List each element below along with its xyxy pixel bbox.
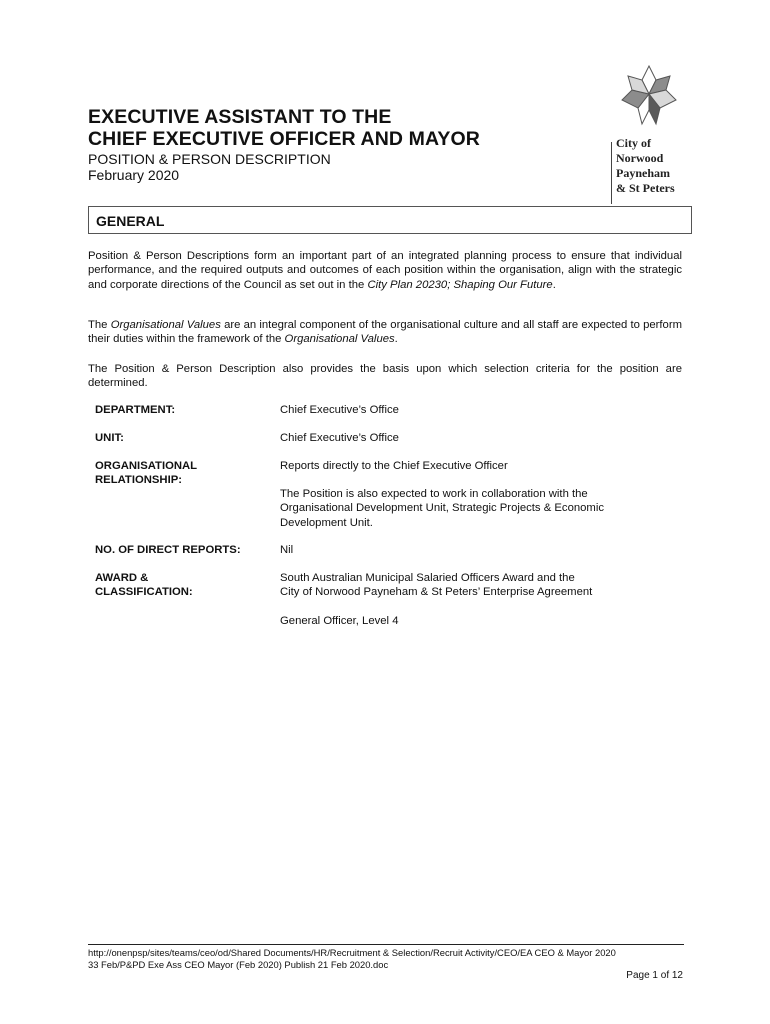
footer-path-line: http://onenpsp/sites/teams/ceo/od/Shared Documents/HR/Recruitment & Selection/Recruit Activity/CEO/EA CEO & Mayor 2020 <box>88 947 616 958</box>
section-heading-box <box>88 206 692 234</box>
section-heading: GENERAL <box>96 213 165 229</box>
header-divider <box>611 142 612 204</box>
direct-reports-label: NO. OF DIRECT REPORTS: <box>95 544 241 556</box>
page-number: Page 1 of 12 <box>626 970 683 981</box>
text-run: are an integral component of the organisational culture and all staff are expected to perform their duties within the framework of the <box>88 319 683 346</box>
label-line: AWARD & <box>95 572 149 584</box>
text-run: . <box>394 333 398 346</box>
paragraph-intro <box>88 249 682 292</box>
classification-value: General Officer, Level 4 <box>280 615 399 627</box>
text-run: The <box>88 319 111 331</box>
logo-text-line: City of <box>616 136 651 150</box>
unit-label: UNIT: <box>95 432 124 444</box>
star-logo-icon <box>614 64 684 130</box>
relationship-value: Reports directly to the Chief Executive Officer <box>280 460 508 472</box>
emphasis-text: Organisational Values <box>284 333 395 346</box>
award-line: City of Norwood Payneham & St Peters’ Enterprise Agreement <box>280 586 593 599</box>
title-line: EXECUTIVE ASSISTANT TO THE <box>88 106 392 128</box>
council-logo <box>610 64 696 196</box>
label-line: CLASSIFICATION: <box>95 586 193 599</box>
paragraph-values <box>88 318 682 347</box>
relationship-collaboration: The Position is also expected to work in collaboration with the Organisational Development Unit, Strategic Projects & Economic Development Unit. <box>280 488 604 529</box>
document-subtitle: POSITION & PERSON DESCRIPTION <box>88 151 331 167</box>
award-value <box>280 571 680 600</box>
document-date: February 2020 <box>88 167 180 183</box>
logo-text-line: Payneham <box>616 166 670 180</box>
footer-divider <box>88 944 684 945</box>
footer-path <box>88 947 688 970</box>
paragraph-selection: The Position & Person Description also provides the basis upon which selection criteria for the position are determined. <box>88 363 682 390</box>
emphasis-text: City Plan 20230; Shaping Our Future <box>367 278 553 291</box>
label-line: ORGANISATIONAL <box>95 460 198 472</box>
unit-value: Chief Executive’s Office <box>280 432 399 444</box>
text-run: . <box>552 278 556 291</box>
title-line: CHIEF EXECUTIVE OFFICER AND MAYOR <box>88 128 480 150</box>
department-label: DEPARTMENT: <box>95 404 176 416</box>
emphasis-text: Organisational Values <box>110 319 221 331</box>
document-title <box>88 106 608 150</box>
text-run: Position & Person Descriptions form an important part of an integrated planning process to ensure that individual performance, and the required outputs and outcomes of each position within the organisation, align with the strategic and corporate directions of the Council as set out in the <box>88 250 682 291</box>
logo-text-line: & St Peters <box>616 181 675 195</box>
label-line: RELATIONSHIP: <box>95 474 183 487</box>
relationship-label <box>95 459 275 488</box>
logo-text-line: Norwood <box>616 151 664 165</box>
direct-reports-value: Nil <box>280 544 294 556</box>
award-line: South Australian Municipal Salaried Officers Award and the <box>280 572 575 584</box>
award-label <box>95 571 275 600</box>
footer-path-line: 33 Feb/P&PD Exe Ass CEO Mayor (Feb 2020) Publish 21 Feb 2020.doc <box>88 958 389 970</box>
department-value: Chief Executive’s Office <box>280 404 399 416</box>
